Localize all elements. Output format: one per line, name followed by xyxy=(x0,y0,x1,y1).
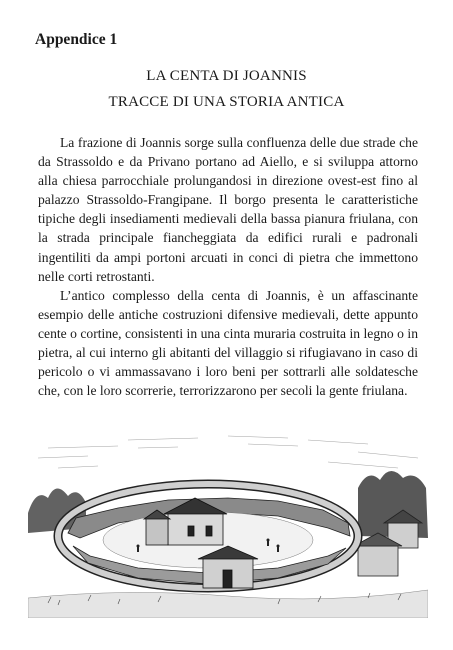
paragraph-2: L’antico complesso della centa di Joannis, è un affascinante esempio delle antiche costruzioni difensive medievali, dette appunto cente o cortine, consistenti in una cinta muraria costruita in legno o in pietra, al cui interno gli abitanti del villaggio si rifugiavano in caso di pericolo o vi ammassavano i loro beni per sottrarli alle soldatesche che, con le loro scorrerie, terrorizzarono per secoli la gente friulana. xyxy=(38,287,418,399)
appendix-label: Appendice 1 xyxy=(35,31,118,48)
title-line-2: TRACCE DI UNA STORIA ANTICA xyxy=(108,94,345,110)
body-text xyxy=(38,133,418,400)
fortified-village-illustration xyxy=(28,418,428,618)
paragraph-1: La frazione di Joannis sorge sulla confluenza delle due strade che da Strassoldo e da Privano portano ad Aiello, e si sviluppa attorno alla chiesa parrocchiale prolungandosi in direzione ovest-est fino al palazzo Strassoldo-Frangipane. Il borgo presenta le caratteristiche tipiche degli insediamenti medievali della bassa pianura friulana, con la strada principale fiancheggiata da edifici rurali e padronali ingentiliti da ampi portoni arcuati in conci di pietra che immettono nelle corti retrostanti. xyxy=(38,135,418,284)
title-line-1: LA CENTA DI JOANNIS xyxy=(146,68,307,84)
